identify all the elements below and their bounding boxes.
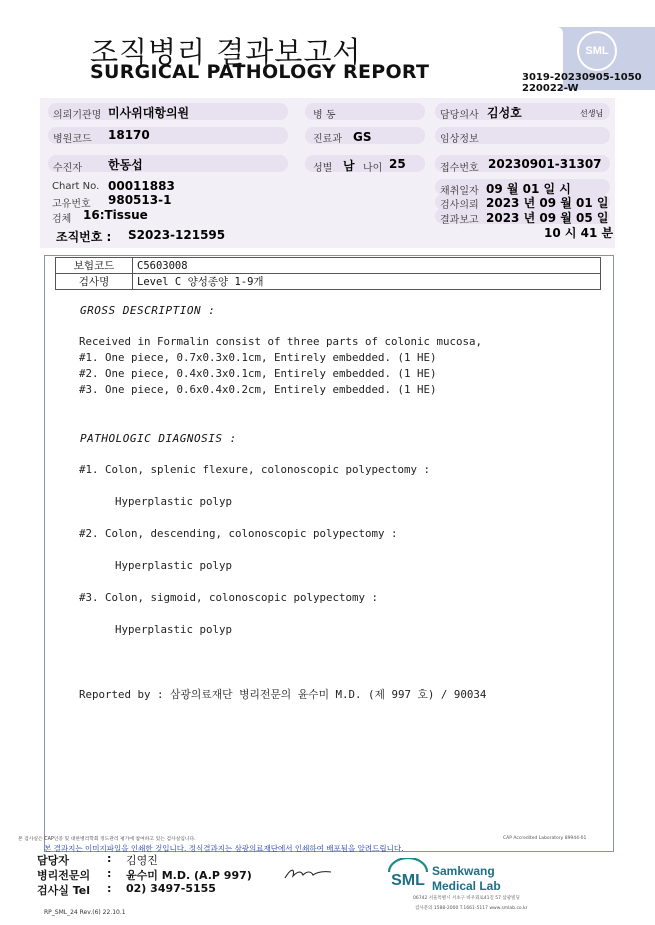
institution-value: 미사위대항의원: [108, 106, 190, 120]
lab-tel-value: 02) 3497-5155: [126, 882, 216, 895]
patient-value: 한동섭: [108, 158, 143, 172]
doctor-label: 담당의사: [440, 110, 479, 121]
report-code-2: 220022-W: [522, 83, 579, 94]
sml-logo: [577, 31, 617, 71]
form-code: RP_SML_24 Rev.(6) 22.10.1: [44, 909, 126, 916]
signature-image: [283, 866, 335, 882]
result-value: 2023 년 09 월 05 일: [486, 211, 609, 225]
manager-colon: :: [107, 852, 112, 865]
insurance-code-value: C5603008: [133, 258, 601, 274]
brand-name-2: Medical Lab: [432, 879, 501, 893]
diagnosis-3-result: Hyperplastic polyp: [115, 623, 233, 636]
age-label: 나이: [363, 163, 383, 174]
specimen-label: 검체: [52, 214, 72, 225]
lab-tel-colon: :: [107, 882, 112, 895]
gross-line-1: Received in Formalin consist of three parts of colonic mucosa,: [79, 335, 483, 348]
hospital-code-value: 18170: [108, 128, 150, 142]
result-time: 10 시 41 분: [544, 226, 614, 240]
pathologist-value: 윤수미 M.D. (A.P 997): [126, 869, 252, 882]
diagnosis-3: #3. Colon, sigmoid, colonoscopic polypectomy :: [79, 591, 379, 604]
brand-name-1: Samkwang: [432, 864, 495, 878]
reported-by: Reported by : 삼광의료재단 병리전문의 윤수미 M.D. (제 997 호) / 90034: [79, 688, 487, 701]
diagnosis-1: #1. Colon, splenic flexure, colonoscopic polypectomy :: [79, 463, 431, 476]
request-value: 2023 년 09 월 01 일: [486, 196, 609, 210]
insurance-code-row: [56, 258, 601, 274]
gross-line-3: #2. One piece, 0.4x0.3x0.1cm, Entirely embedded. (1 HE): [79, 367, 437, 380]
footer-notice-1: 본 검사실은 CAP인증 및 대한병리학회 정도관리 평가에 참여하고 있는 검사실입니다.: [18, 837, 196, 842]
tissue-no-label: 조직번호 :: [56, 230, 112, 244]
title-korean: 조직병리 결과보고서: [90, 35, 362, 69]
receipt-value: 20230901-31307: [488, 157, 602, 171]
clinical-info-label: 임상정보: [440, 134, 479, 145]
test-name-label: 검사명: [56, 274, 133, 290]
specimen-value: 16:Tissue: [83, 208, 148, 222]
title-english: SURGICAL PATHOLOGY REPORT: [90, 61, 430, 83]
diagnosis-2-result: Hyperplastic polyp: [115, 559, 233, 572]
patient-label: 수진자: [53, 163, 82, 174]
footer-notice-2: 본 결과지는 이미지파일을 인쇄한 것입니다. 정식결과지는 삼광의료재단에서 인쇄하여 배포됨을 알려드립니다.: [44, 844, 404, 853]
test-name-value: Level C 양성종양 1-9개: [133, 274, 601, 290]
brand-address: 06742 서울특별시 서초구 바우뫼로41길 57 삼광빌딩: [413, 896, 520, 901]
collect-value: 09 월 01 일 시: [486, 182, 571, 196]
sex-label: 성별: [313, 163, 333, 174]
gross-line-4: #3. One piece, 0.6x0.4x0.2cm, Entirely embedded. (1 HE): [79, 383, 437, 396]
collect-label: 채취일자: [440, 186, 479, 197]
dept-label: 진료과: [313, 134, 342, 145]
unique-label: 고유번호: [52, 199, 91, 210]
diagnosis-heading: PATHOLOGIC DIAGNOSIS :: [80, 432, 237, 445]
gross-line-2: #1. One piece, 0.7x0.3x0.1cm, Entirely embedded. (1 HE): [79, 351, 437, 364]
lab-tel-label: 검사실 Tel: [37, 884, 90, 897]
brand-contact: 검사문의 1588-2000 T.1661-5117 www.smlab.co.kr: [415, 906, 528, 911]
manager-label: 담당자: [37, 854, 69, 867]
ward-label: 병 동: [313, 110, 336, 121]
request-label: 검사의뢰: [440, 200, 479, 211]
samkwang-logo-mark: [385, 858, 431, 890]
chart-label: Chart No.: [52, 181, 100, 192]
doctor-value: 김성호: [487, 106, 522, 120]
manager-value: 김영진: [126, 854, 158, 867]
tissue-no-value: S2023-121595: [128, 228, 226, 242]
doctor-suffix: 선생님: [580, 109, 604, 118]
pathologist-label: 병리전문의: [37, 869, 91, 882]
age-value: 25: [389, 157, 406, 171]
pill-patient: [48, 155, 288, 172]
gross-heading: GROSS DESCRIPTION :: [80, 304, 216, 317]
insurance-table: [55, 257, 601, 290]
sex-value: 남: [343, 159, 355, 173]
samkwang-logo-text: SML: [391, 872, 425, 889]
sml-logo-text: SML: [585, 45, 609, 57]
report-code-1: 3019-20230905-1050: [522, 72, 642, 83]
institution-label: 의뢰기관명: [53, 110, 102, 121]
chart-value: 00011883: [108, 179, 175, 193]
receipt-label: 접수번호: [440, 163, 479, 174]
dept-value: GS: [353, 130, 372, 144]
test-name-row: [56, 274, 601, 290]
result-label: 결과보고: [440, 215, 479, 226]
cap-text: CAP Accredited Laboratory 89944-01: [503, 836, 587, 841]
diagnosis-1-result: Hyperplastic polyp: [115, 495, 233, 508]
insurance-code-label: 보험코드: [56, 258, 133, 274]
unique-value: 980513-1: [108, 193, 172, 207]
pathologist-colon: :: [107, 867, 112, 880]
hospital-code-label: 병원코드: [53, 134, 92, 145]
diagnosis-2: #2. Colon, descending, colonoscopic polypectomy :: [79, 527, 398, 540]
